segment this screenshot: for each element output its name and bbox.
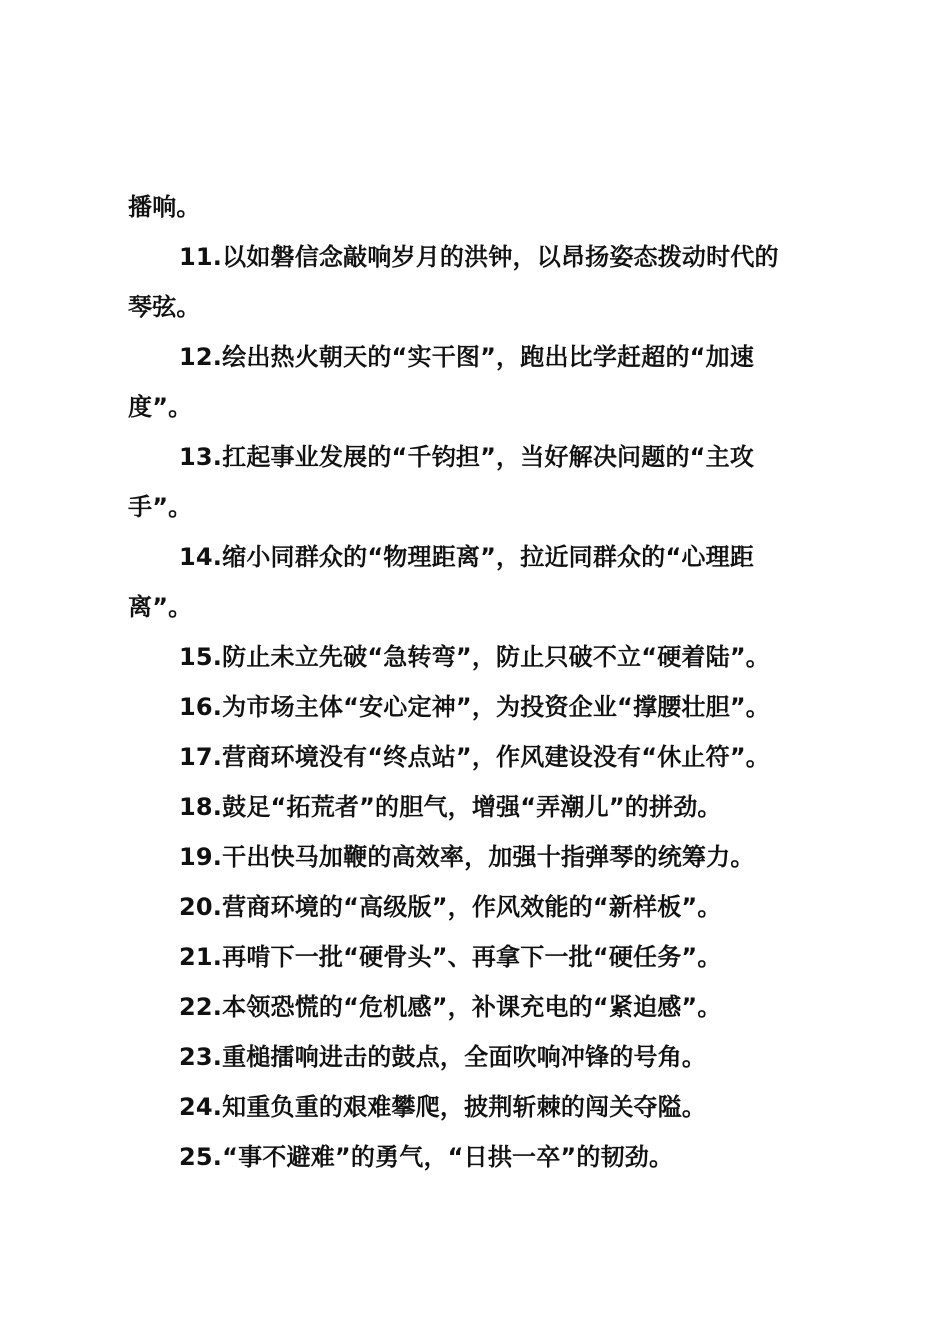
item-11-line-2: 琴弦。 xyxy=(128,293,201,321)
item-14-line-2: 离”。 xyxy=(128,593,193,621)
item-20: 20.营商环境的“高级版”，作风效能的“新样板”。 xyxy=(179,893,722,921)
item-25: 25.“事不避难”的勇气，“日拱一卒”的韧劲。 xyxy=(179,1143,674,1171)
item-22: 22.本领恐慌的“危机感”，补课充电的“紧迫感”。 xyxy=(179,993,722,1021)
item-21: 21.再啃下一批“硬骨头”、再拿下一批“硬任务”。 xyxy=(179,943,722,971)
document-body xyxy=(128,182,838,1182)
item-13-line-2: 手”。 xyxy=(128,493,193,521)
item-12-line-1: 12.绘出热火朝天的“实干图”，跑出比学赶超的“加速 xyxy=(179,343,755,371)
item-18: 18.鼓足“拓荒者”的胆气，增强“弄潮儿”的拼劲。 xyxy=(179,793,722,821)
item-24: 24.知重负重的艰难攀爬，披荆斩棘的闯关夺隘。 xyxy=(179,1093,707,1121)
item-13-line-1: 13.扛起事业发展的“千钧担”，当好解决问题的“主攻 xyxy=(179,443,755,471)
item-15: 15.防止未立先破“急转弯”，防止只破不立“硬着陆”。 xyxy=(179,643,771,671)
item-19: 19.干出快马加鞭的高效率，加强十指弹琴的统筹力。 xyxy=(179,843,755,871)
item-16: 16.为市场主体“安心定神”，为投资企业“撑腰壮胆”。 xyxy=(179,693,771,721)
item-14-line-1: 14.缩小同群众的“物理距离”，拉近同群众的“心理距 xyxy=(179,543,755,571)
item-12-line-2: 度”。 xyxy=(128,393,193,421)
item-11-line-1: 11.以如磐信念敲响岁月的洪钟，以昂扬姿态拨动时代的 xyxy=(179,243,779,271)
item-23: 23.重槌擂响进击的鼓点，全面吹响冲锋的号角。 xyxy=(179,1043,707,1071)
text-line-continuation-10: 播响。 xyxy=(128,193,201,221)
item-17: 17.营商环境没有“终点站”，作风建设没有“休止符”。 xyxy=(179,743,771,771)
